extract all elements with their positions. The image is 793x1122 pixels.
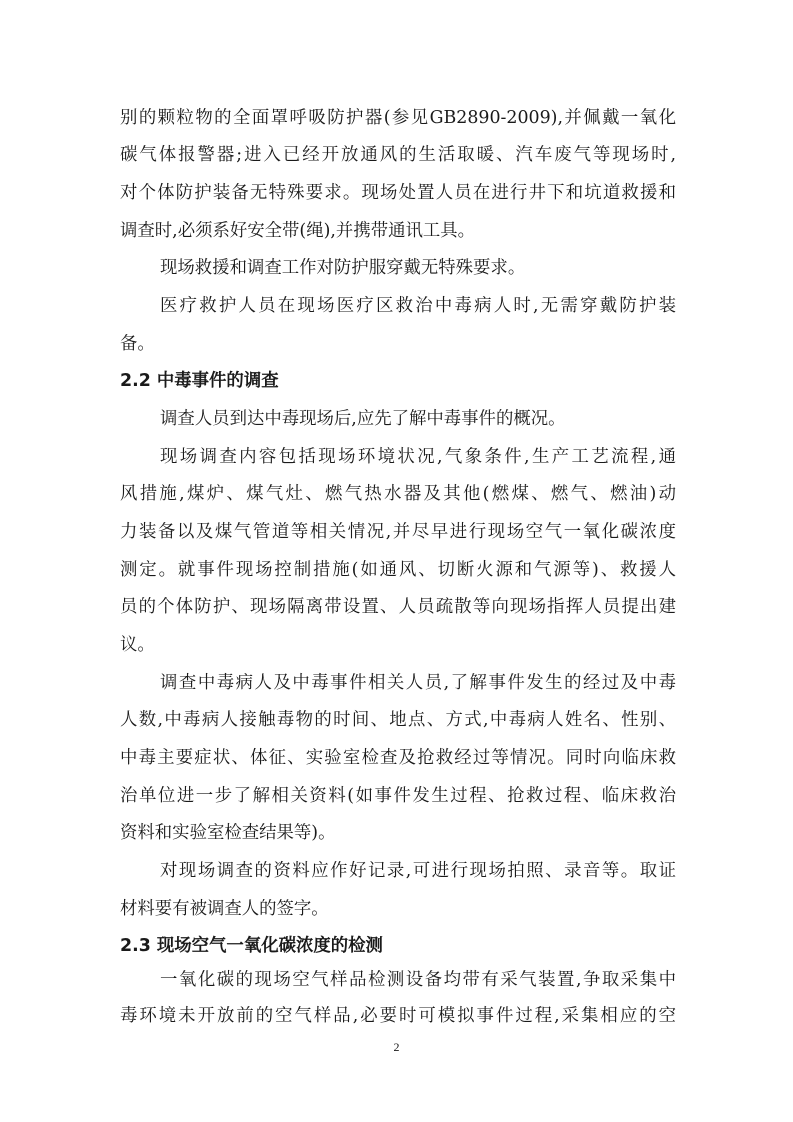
text-line: 对现场调查的资料应作好记录,可进行现场拍照、录音等。取证 [160, 861, 676, 881]
text-line: 现场救援和调查工作对防护服穿戴无特殊要求。 [160, 258, 526, 278]
text-line: 对个体防护装备无特殊要求。现场处置人员在进行井下和坑道救援和 [120, 183, 676, 203]
section-heading: 2.2 中毒事件的调查 [120, 371, 279, 391]
text-line: 议。 [120, 635, 155, 655]
text-line: 员的个体防护、现场隔离带设置、人员疏散等向现场指挥人员提出建 [120, 597, 676, 617]
text-line: 治单位进一步了解相关资料(如事件发生过程、抢救过程、临床救治 [120, 786, 676, 806]
text-line: 调查中毒病人及中毒事件相关人员,了解事件发生的经过及中毒 [160, 673, 676, 693]
text-line: 材料要有被调查人的签字。 [120, 899, 329, 919]
text-line: 资料和实验室检查结果等)。 [120, 823, 336, 843]
text-line: 调查人员到达中毒现场后,应先了解中毒事件的概况。 [160, 409, 566, 429]
text-line: 人数,中毒病人接触毒物的时间、地点、方式,中毒病人姓名、性别、 [120, 710, 676, 730]
text-line: 中毒主要症状、体征、实验室检查及抢救经过等情况。同时向临床救 [120, 748, 676, 768]
text-line: 现场调查内容包括现场环境状况,气象条件,生产工艺流程,通 [160, 447, 676, 467]
text-line: 力装备以及煤气管道等相关情况,并尽早进行现场空气一氧化碳浓度 [120, 522, 676, 542]
text-line: 一氧化碳的现场空气样品检测设备均带有采气装置,争取采集中 [160, 970, 676, 990]
text-line: 医疗救护人员在现场医疗区救治中毒病人时,无需穿戴防护装 [160, 296, 676, 316]
text-line: 测定。就事件现场控制措施(如通风、切断火源和气源等)、救援人 [120, 560, 676, 580]
text-line: 毒环境未开放前的空气样品,必要时可模拟事件过程,采集相应的空 [120, 1006, 676, 1026]
page-number: 2 [393, 1040, 400, 1054]
text-line: 风措施,煤炉、煤气灶、燃气热水器及其他(燃煤、燃气、燃油)动 [120, 484, 676, 504]
text-line: 调查时,必须系好安全带(绳),并携带通讯工具。 [120, 221, 476, 241]
text-line: 别的颗粒物的全面罩呼吸防护器(参见GB2890-2009),并佩戴一氧化 [120, 108, 676, 128]
text-line: 备。 [120, 334, 155, 354]
section-heading: 2.3 现场空气一氧化碳浓度的检测 [120, 936, 383, 956]
text-line: 碳气体报警器;进入已经开放通风的生活取暖、汽车废气等现场时, [120, 145, 676, 165]
